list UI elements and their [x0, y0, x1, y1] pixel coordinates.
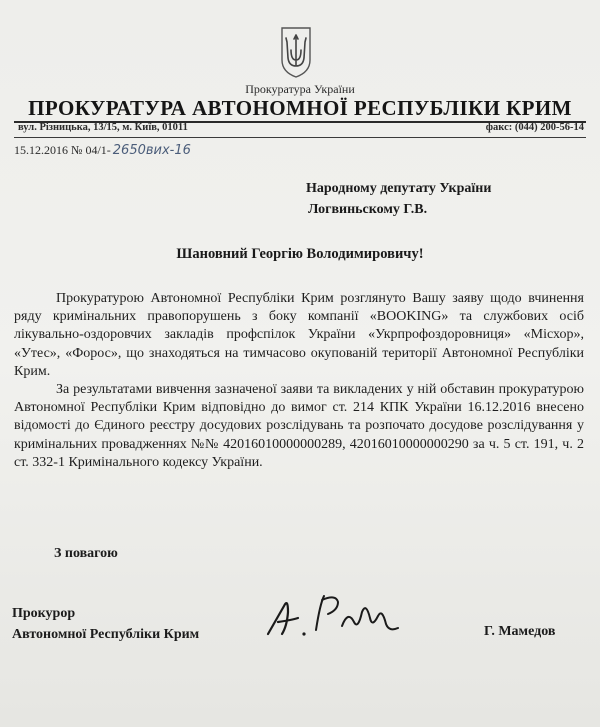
signer-title-line: Прокурор: [12, 606, 76, 621]
agency-address: вул. Різницька, 13/15, м. Київ, 01011: [18, 122, 188, 133]
agency-fax: факс: (044) 200-56-14: [485, 122, 584, 133]
header-divider-thin: [14, 137, 586, 138]
addressee-position: Народному депутату України: [306, 181, 492, 196]
agency-parent-name: Прокуратура України: [245, 82, 355, 96]
letter-body: [14, 290, 584, 472]
salutation: Шановний Георгію Володимировичу!: [176, 246, 424, 262]
agency-name: ПРОКУРАТУРА АВТОНОМНОЇ РЕСПУБЛІКИ КРИМ: [28, 96, 572, 120]
closing-regards: З повагою: [54, 546, 118, 561]
signer-title: [12, 603, 199, 645]
handwritten-signature-icon: [258, 582, 418, 652]
outgoing-reference: [14, 143, 191, 158]
signer-name: Г. Мамедов: [484, 624, 556, 639]
signer-title-line: Автономної Республіки Крим: [12, 627, 200, 642]
reference-date-number: 15.12.2016 № 04/1-: [14, 143, 111, 157]
trident-coat-of-arms-icon: [279, 26, 313, 78]
body-paragraph: За результатами вивчення зазначеної заяви та викладених у ній обставин прокуратурою Автономної Республіки Крим відповідно до вимог ст. 214 КПК України 16.12.2016 внесено відомості до Єдиного реєстру досудових розслідувань та розпочато досудове розслідування у кримінальних провадженнях №№ 42016010000000289, 42016010000000290 за ч. 5 ст. 191, ч. 2 ст. 332-1 Кримінального кодексу України.: [14, 382, 584, 470]
body-paragraph: Прокуратурою Автономної Республіки Крим розглянуто Вашу заяву щодо вчинення ряду кримінальних правопорушень з боку компанії «BOOKING» та службових осіб лікувально-оздоровчих закладів профспілок України «Укрпрофоздоровниця» «Місхор», «Утес», «Форос», що знаходяться на тимчасово окупованій території Автономної Республіки Крим.: [14, 291, 584, 379]
reference-handwritten-number: 2650вих-16: [112, 143, 191, 158]
addressee-name: Логвиньскому Г.В.: [308, 202, 428, 217]
addressee-block: [306, 178, 491, 220]
